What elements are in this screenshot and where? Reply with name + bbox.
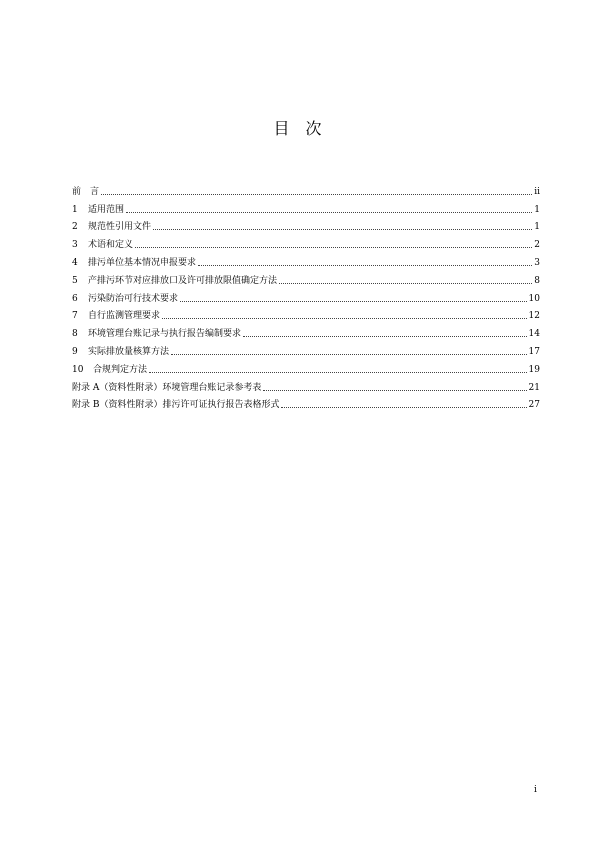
toc-entry-page: 3: [534, 257, 540, 268]
toc-entry-page: 19: [528, 364, 540, 375]
toc-entry-5[interactable]: [72, 269, 540, 287]
toc-entry-page: 27: [528, 400, 540, 411]
toc-entry-page: 8: [534, 275, 540, 286]
toc-entry-label: 规范性引用文件: [88, 222, 152, 233]
toc-entry-number: 9: [72, 346, 78, 357]
toc-entry-page: 1: [534, 204, 540, 215]
toc-leader: [126, 212, 532, 213]
toc-entry-page: 12: [528, 311, 540, 322]
toc-leader: [243, 336, 527, 337]
toc-leader: [162, 318, 527, 319]
toc-entry-appendix-a[interactable]: [72, 376, 540, 394]
toc-entry-number: 4: [72, 257, 78, 268]
toc-entry-label: 前 言: [72, 186, 100, 197]
toc-entry-number: 10: [72, 364, 84, 375]
toc-leader: [180, 301, 527, 302]
toc-entry-number: 3: [72, 240, 78, 251]
toc-entry-label: 实际排放量核算方法: [88, 346, 170, 357]
toc-leader: [149, 372, 527, 373]
toc-entry-label: 排污单位基本情况申报要求: [88, 257, 197, 268]
toc-entry-7[interactable]: [72, 305, 540, 323]
toc-entry-number: 8: [72, 329, 78, 340]
toc-entry-number: 1: [72, 204, 78, 215]
toc-entry-page: 10: [528, 293, 540, 304]
toc-entry-page: 21: [528, 382, 540, 393]
toc-entry-label: 附录 A（资料性附录）环境管理台账记录参考表: [72, 382, 262, 393]
toc-entry-label: 适用范围: [88, 204, 125, 215]
toc-entry-page: ii: [534, 186, 540, 197]
toc-entry-label: 附录 B（资料性附录）排污许可证执行报告表格形式: [72, 400, 280, 411]
toc-entry-label: 术语和定义: [88, 240, 134, 251]
toc-entry-6[interactable]: [72, 287, 540, 305]
toc-leader: [135, 247, 532, 248]
toc-leader: [279, 283, 532, 284]
toc-entry-9[interactable]: [72, 340, 540, 358]
toc-entry-number: 5: [72, 275, 78, 286]
toc-entry-page: 14: [528, 329, 540, 340]
toc-entry-10[interactable]: [72, 358, 540, 376]
toc-entry-label: 污染防治可行技术要求: [88, 293, 179, 304]
page-title: 目 次: [273, 119, 322, 138]
toc-entry-appendix-b[interactable]: [72, 394, 540, 412]
toc-entry-page: 17: [528, 346, 540, 357]
toc-entry-label: 产排污环节对应排放口及许可排放限值确定方法: [88, 275, 278, 286]
toc-entry-2[interactable]: [72, 216, 540, 234]
toc-entry-4[interactable]: [72, 251, 540, 269]
toc-entry-3[interactable]: [72, 233, 540, 251]
toc-leader: [281, 407, 526, 408]
toc-entry-label: 合规判定方法: [93, 364, 148, 375]
toc-leader: [171, 354, 527, 355]
toc-entry-8[interactable]: [72, 322, 540, 340]
footer-page-number: i: [534, 785, 537, 795]
toc-leader: [198, 265, 532, 266]
toc-entry-preface[interactable]: [72, 180, 540, 198]
toc-entry-page: 2: [534, 240, 540, 251]
toc-entry-number: 6: [72, 293, 78, 304]
toc-entry-page: 1: [534, 222, 540, 233]
table-of-contents: [72, 180, 540, 411]
toc-entry-number: 2: [72, 222, 78, 233]
toc-leader: [263, 390, 526, 391]
toc-entry-label: 环境管理台账记录与执行报告编制要求: [88, 329, 242, 340]
toc-leader: [101, 194, 532, 195]
toc-leader: [153, 229, 532, 230]
toc-entry-label: 自行监测管理要求: [88, 311, 161, 322]
toc-entry-1[interactable]: [72, 198, 540, 216]
toc-entry-number: 7: [72, 311, 78, 322]
